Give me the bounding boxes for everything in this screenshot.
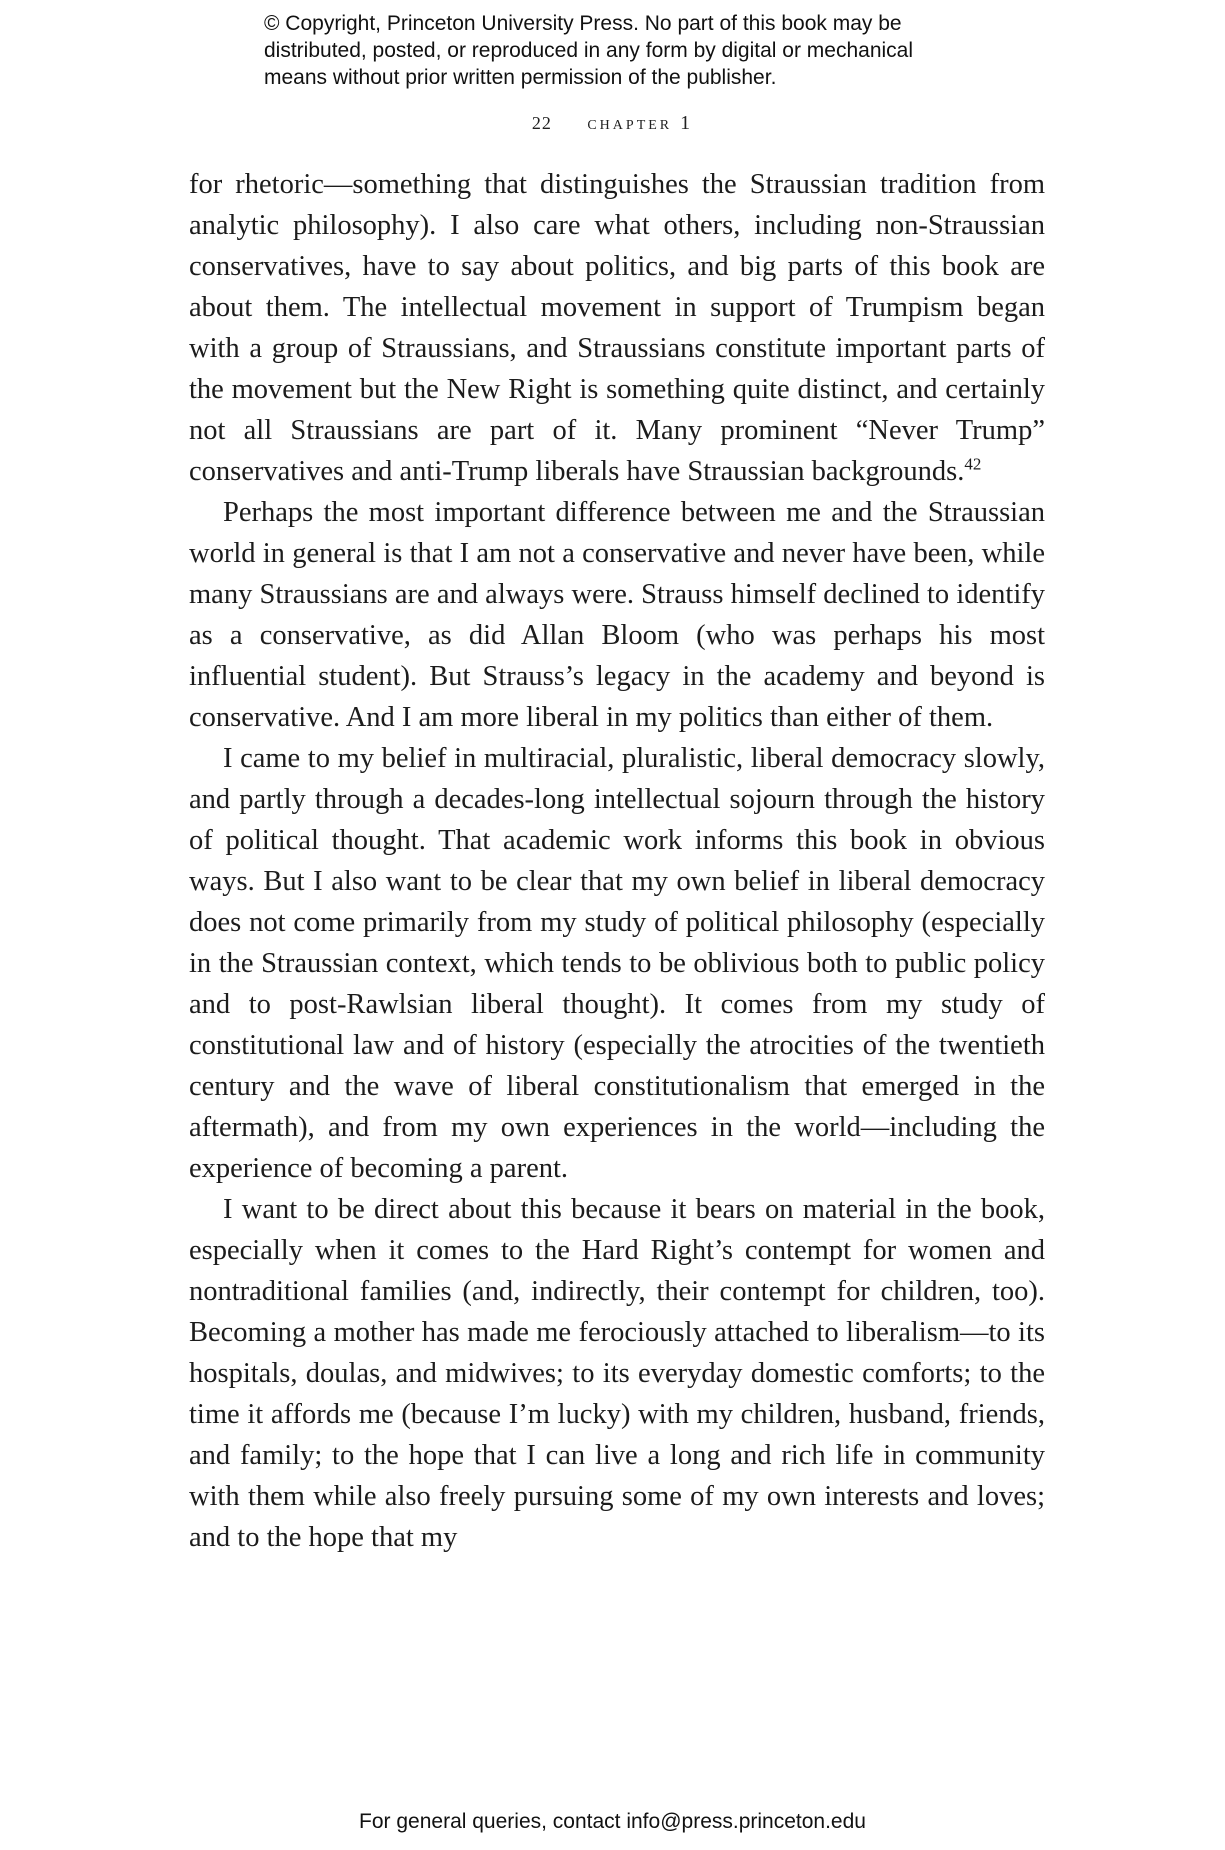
chapter-label: chapter 1 [587, 112, 694, 134]
paragraph: I want to be direct about this because it bears on material in the book, especially when it comes to the Hard Right’s contempt for women and nontraditional families (and, indirectly, their contempt for children, too). Becoming a mother has made me ferociously attached to liberalism—to its hospitals, doulas, and midwives; to its everyday domestic comforts; to the time it affords me (because I’m lucky) with my children, husband, friends, and family; to the hope that I can live a long and rich life in community with them while also freely pursuing some of my own interests and loves; and to the hope that my [189, 1194, 1045, 1553]
page-number: 22 [531, 113, 552, 133]
body-text [189, 164, 1045, 1558]
footnote-reference[interactable]: 42 [964, 454, 982, 474]
copyright-line: means without prior written permission of the publisher. [264, 66, 777, 89]
copyright-line: distributed, posted, or reproduced in any form by digital or mechanical [264, 39, 914, 62]
paragraph [189, 164, 1045, 492]
paragraph: I came to my belief in multiracial, pluralistic, liberal democracy slowly, and partly through a decades-long intellectual sojourn through the history of political thought. That academic work informs this book in obvious ways. But I also want to be clear that my own belief in liberal democracy does not come primarily from my study of political philosophy (especially in the Straussian context, which tends to be oblivious both to public policy and to post-Rawlsian liberal thought). It comes from my study of constitutional law and of history (especially the atrocities of the twentieth century and the wave of liberal constitutionalism that emerged in the aftermath), and from my own experiences in the world—including the experience of becoming a parent. [189, 743, 1045, 1184]
copyright-notice [264, 10, 1024, 91]
paragraph: Perhaps the most important difference between me and the Straussian world in general is that I am not a conservative and never have been, while many Straussians are and always were. Strauss himself declined to identify as a conservative, as did Allan Bloom (who was perhaps his most influential student). But Strauss’s legacy in the academy and beyond is conservative. And I am more liberal in my politics than either of them. [189, 497, 1045, 733]
paragraph-text: for rhetoric—something that distinguishes the Straussian tradition from analytic philosophy). I also care what others, including non-Straussian conservatives, have to say about politics, and big parts of this book are about them. The intellectual movement in support of Trumpism began with a group of Straussians, and Straussians constitute important parts of the movement but the New Right is something quite distinct, and certainly not all Straussians are part of it. Many prominent “Never Trump” conservatives and anti-Trump liberals have Straussian backgrounds. [189, 169, 1045, 487]
copyright-line: © Copyright, Princeton University Press. No part of this book may be [264, 12, 902, 35]
running-head [0, 112, 1225, 135]
footer-contact: For general queries, contact info@press.princeton.edu [359, 1810, 866, 1833]
